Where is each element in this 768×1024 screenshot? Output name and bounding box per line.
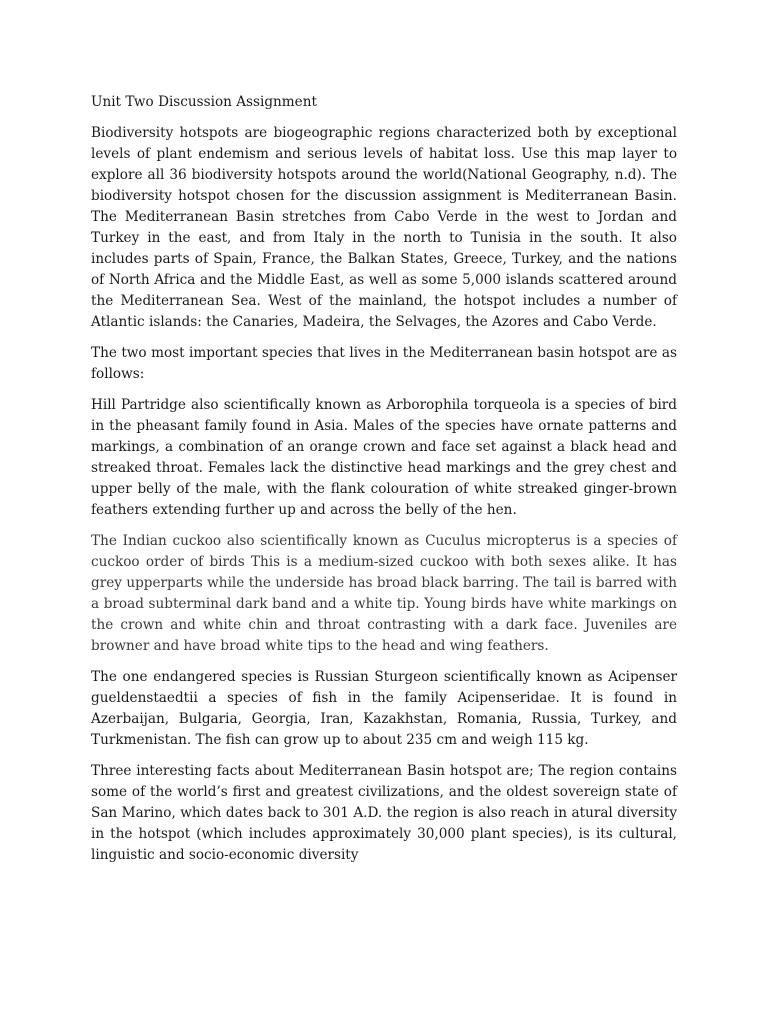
- paragraph-species-lead: The two most important species that lives in the Mediterranean basin hotspot are as follows:: [91, 345, 677, 382]
- paragraph-indian-cuckoo: The Indian cuckoo also scientifically known as Cuculus micropterus is a species of cuckoo order of birds This is a medium-sized cuckoo with both sexes alike. It has grey upperparts while the underside has broad black barring. The tail is barred with a broad subterminal dark band and a white tip. Young birds have white markings on the crown and white chin and throat contrasting with a dark face. Juveniles are browner and have broad white tips to the head and wing feathers.: [91, 533, 677, 654]
- paragraph-interesting-facts: Three interesting facts about Mediterranean Basin hotspot are; The region contains some of the world’s first and greatest civilizations, and the oldest sovereign state of San Marino, which dates back to 301 A.D. the region is also reach in atural diversity in the hotspot (which includes approximately 30,000 plant species), is its cultural, linguistic and socio-economic diversity: [91, 763, 677, 863]
- paragraph-hotspot-intro: Biodiversity hotspots are biogeographic regions characterized both by exceptional levels of plant endemism and serious levels of habitat loss. Use this map layer to explore all 36 biodiversity hotspots around the world(National Geography, n.d). The biodiversity hotspot chosen for the discussion assignment is Mediterranean Basin. The Mediterranean Basin stretches from Cabo Verde in the west to Jordan and Turkey in the east, and from Italy in the north to Tunisia in the south. It also includes parts of Spain, France, the Balkan States, Greece, Turkey, and the nations of North Africa and the Middle East, as well as some 5,000 islands scattered around the Mediterranean Sea. West of the mainland, the hotspot includes a number of Atlantic islands: the Canaries, Madeira, the Selvages, the Azores and Cabo Verde.: [91, 125, 677, 330]
- paragraph-russian-sturgeon: The one endangered species is Russian Sturgeon scientifically known as Acipenser gueldenstaedtii a species of fish in the family Acipenseridae. It is found in Azerbaijan, Bulgaria, Georgia, Iran, Kazakhstan, Romania, Russia, Turkey, and Turkmenistan. The fish can grow up to about 235 cm and weigh 115 kg.: [91, 669, 677, 748]
- document-body: [91, 92, 677, 876]
- document-title: Unit Two Discussion Assignment: [91, 94, 317, 110]
- paragraph-hill-partridge: Hill Partridge also scientifically known as Arborophila torqueola is a species of bird in the pheasant family found in Asia. Males of the species have ornate patterns and markings, a combination of an orange crown and face set against a black head and streaked throat. Females lack the distinctive head markings and the grey chest and upper belly of the male, with the flank colouration of white streaked ginger-brown feathers extending further up and across the belly of the hen.: [91, 397, 677, 518]
